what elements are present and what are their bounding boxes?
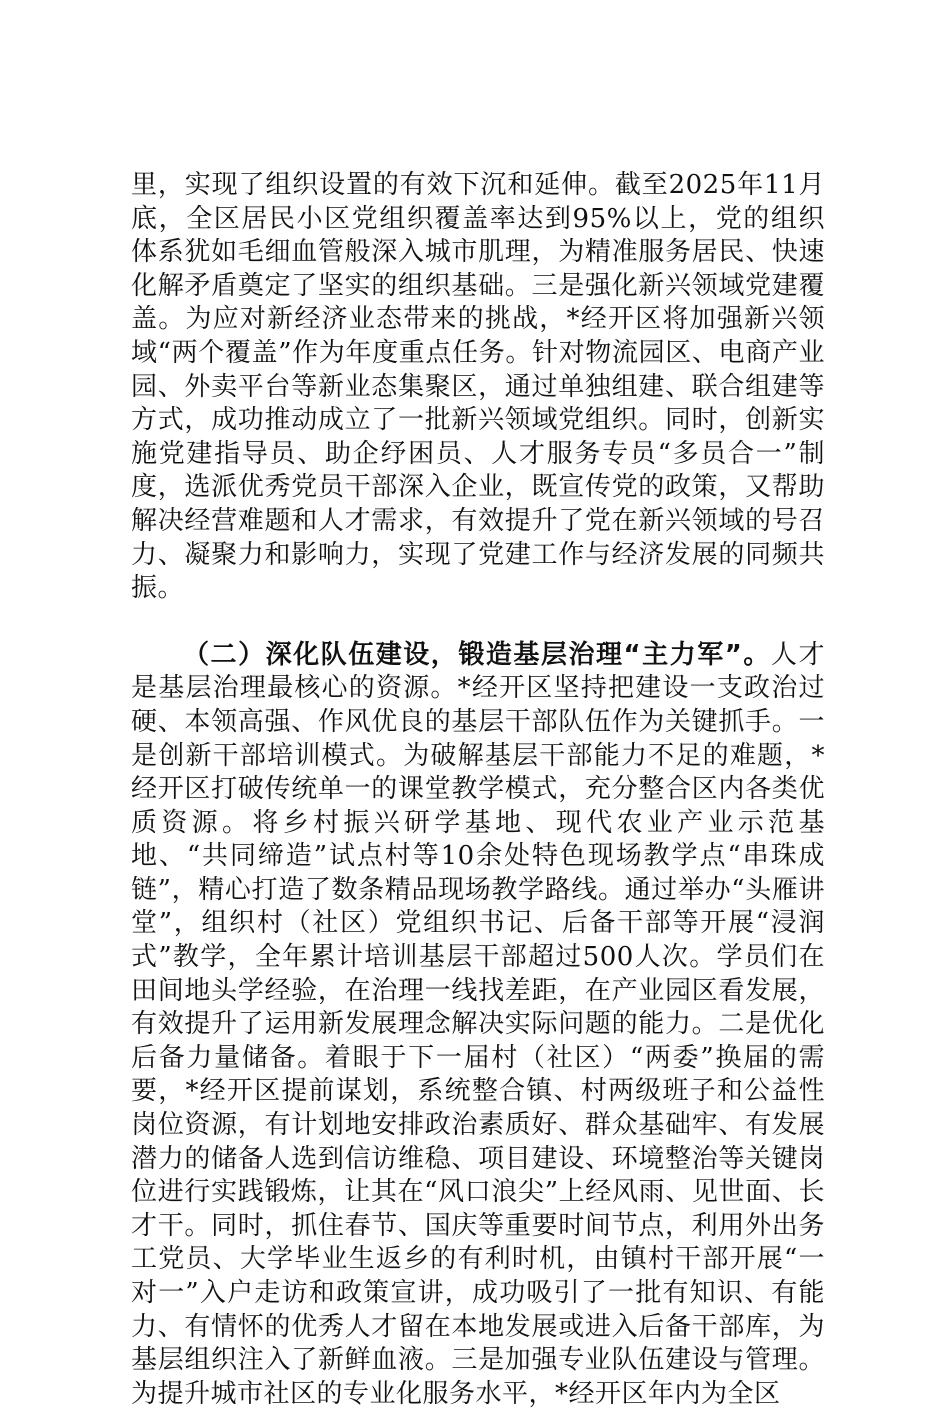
paragraph-text: 人才是基层治理最核心的资源。*经开区坚持把建设一支政治过硬、本领高强、作风优良的基层干部队伍作为关键抓手。一是创新干部培训模式。为破解基层干部能力不足的难题，*经开区打破传统单一的课堂教学模式，充分整合区内各类优质资源。将乡村振兴研学基地、现代农业产业示范基地、“共同缔造”试点村等10余处特色现场教学点“串珠成链”，精心打造了数条精品现场教学路线。通过举办“头雁讲堂”，组织村（社区）党组织书记、后备干部等开展“浸润式”教学，全年累计培训基层干部超过500人次。学员们在田间地头学经验，在治理一线找差距，在产业园区看发展，有效提升了运用新发展理念解决实际问题的能力。二是优化后备力量储备。着眼于下一届村（社区）“两委”换届的需要，*经开区提前谋划，系统整合镇、村两级班子和公益性岗位资源，有计划地安排政治素质好、群众基础牢、有发展潜力的储备人选到信访维稳、项目建设、环境整治等关键岗位进行实践锻炼，让其在“风口浪尖”上经风雨、见世面、长才干。同时，抓住春节、国庆等重要时间节点，利用外出务工党员、大学毕业生返乡的有利时机，由镇村干部开展“一对一”入户走访和政策宣讲，成功吸引了一批有知识、有能力、有情怀的优秀人才留在本地发展或进入后备干部库，为基层组织注入了新鲜血液。三是加强专业队伍建设与管理。为提升城市社区的专业化服务水平，*经开区年内为全区 [131,639,825,1409]
paragraph-section-two [131,639,825,1411]
document-page [131,169,825,1411]
section-heading: （二）深化队伍建设，锻造基层治理“主力军”。 [183,639,771,670]
paragraph-text: 里，实现了组织设置的有效下沉和延伸。截至2025年11月底，全区居民小区党组织覆盖率达到95%以上，党的组织体系犹如毛细血管般深入城市肌理，为精准服务居民、快速化解矛盾奠定了坚实的组织基础。三是强化新兴领域党建覆盖。为应对新经济业态带来的挑战，*经开区将加强新兴领域“两个覆盖”作为年度重点任务。针对物流园区、电商产业园、外卖平台等新业态集聚区，通过单独组建、联合组建等方式，成功推动成立了一批新兴领域党组织。同时，创新实施党建指导员、助企纾困员、人才服务专员“多员合一”制度，选派优秀党员干部深入企业，既宣传党的政策，又帮助解决经营难题和人才需求，有效提升了党在新兴领域的号召力、凝聚力和影响力，实现了党建工作与经济发展的同频共振。 [131,170,825,604]
paragraph-continued [131,169,825,606]
